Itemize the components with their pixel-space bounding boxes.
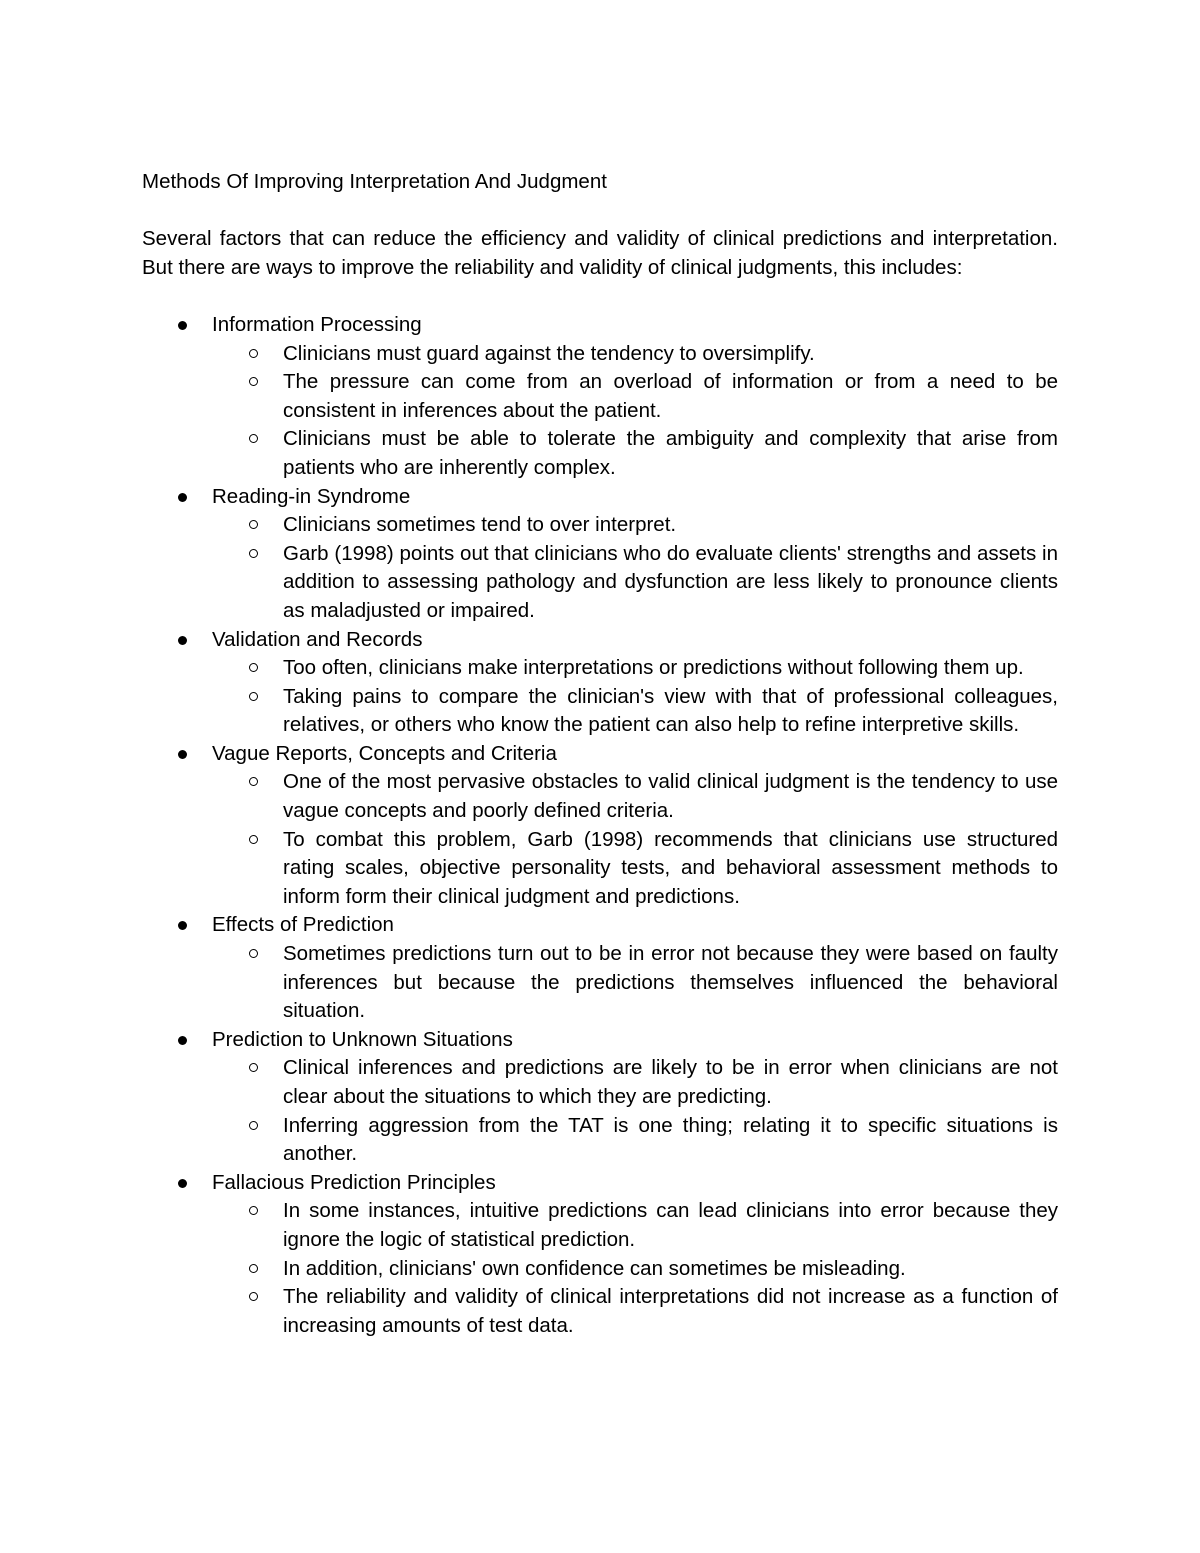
point-text: Clinicians must be able to tolerate the ambiguity and complexity that arise from patients who are inherently complex.	[283, 427, 1058, 479]
bullet-disc-icon	[178, 1179, 187, 1188]
point-item	[283, 540, 1058, 626]
point-list	[212, 940, 1058, 1026]
point-text: In some instances, intuitive predictions can lead clinicians into error because they ignore the logic of statistical prediction.	[283, 1199, 1058, 1251]
point-item	[283, 511, 1058, 540]
bullet-circle-icon	[249, 1206, 258, 1215]
point-text: Clinicians sometimes tend to over interpret.	[283, 513, 677, 537]
bullet-circle-icon	[249, 1063, 258, 1072]
topic-heading: Information Processing	[212, 312, 422, 336]
point-item	[283, 826, 1058, 912]
topic-heading: Reading-in Syndrome	[212, 484, 411, 508]
topic-heading: Fallacious Prediction Principles	[212, 1170, 496, 1194]
point-list	[212, 768, 1058, 911]
bullet-circle-icon	[249, 377, 258, 386]
point-list	[212, 654, 1058, 740]
point-item	[283, 1255, 1058, 1284]
bullet-circle-icon	[249, 692, 258, 701]
point-text: The pressure can come from an overload of information or from a need to be consistent in inferences about the patient.	[283, 370, 1058, 422]
point-text: Garb (1998) points out that clinicians who do evaluate clients' strengths and assets in addition to assessing pathology and dysfunction are less likely to pronounce clients as maladjusted or impaired.	[283, 541, 1058, 622]
bullet-circle-icon	[249, 949, 258, 958]
point-text: The reliability and validity of clinical interpretations did not increase as a function of increasing amounts of test data.	[283, 1285, 1058, 1337]
point-item	[283, 340, 1058, 369]
point-text: Clinicians must guard against the tendency to oversimplify.	[283, 341, 815, 365]
point-list	[212, 1197, 1058, 1340]
point-list	[212, 340, 1058, 483]
topic-heading: Effects of Prediction	[212, 913, 394, 937]
bullet-circle-icon	[249, 434, 258, 443]
topic-list	[142, 311, 1058, 1340]
bullet-circle-icon	[249, 835, 258, 844]
point-text: In addition, clinicians' own confidence can sometimes be misleading.	[283, 1256, 906, 1280]
point-item	[283, 1112, 1058, 1169]
bullet-circle-icon	[249, 777, 258, 786]
bullet-circle-icon	[249, 549, 258, 558]
point-item	[283, 654, 1058, 683]
bullet-circle-icon	[249, 1264, 258, 1273]
topic-heading: Validation and Records	[212, 627, 423, 651]
topic-item	[212, 311, 1058, 483]
point-list	[212, 511, 1058, 625]
bullet-circle-icon	[249, 520, 258, 529]
point-text: Sometimes predictions turn out to be in error not because they were based on faulty inferences but because the predictions themselves influenced the behavioral situation.	[283, 942, 1058, 1023]
bullet-circle-icon	[249, 349, 258, 358]
bullet-disc-icon	[178, 921, 187, 930]
point-item	[283, 1054, 1058, 1111]
topic-item	[212, 911, 1058, 1025]
bullet-disc-icon	[178, 493, 187, 502]
topic-item	[212, 1026, 1058, 1169]
topic-item	[212, 626, 1058, 740]
document-title: Methods Of Improving Interpretation And Judgment	[142, 170, 607, 193]
topic-item	[212, 1169, 1058, 1341]
bullet-circle-icon	[249, 663, 258, 672]
point-text: Taking pains to compare the clinician's view with that of professional colleagues, relatives, or others who know the patient can also help to refine interpretive skills.	[283, 684, 1058, 737]
bullet-circle-icon	[249, 1292, 258, 1301]
point-text: One of the most pervasive obstacles to valid clinical judgment is the tendency to use vague concepts and poorly defined criteria.	[283, 770, 1058, 823]
point-item	[283, 1283, 1058, 1340]
point-item	[283, 683, 1058, 740]
point-item	[283, 940, 1058, 1026]
point-text: Clinical inferences and predictions are likely to be in error when clinicians are not clear about the situations to which they are predicting.	[283, 1056, 1058, 1108]
bullet-circle-icon	[249, 1121, 258, 1130]
point-text: To combat this problem, Garb (1998) recommends that clinicians use structured rating scales, objective personality tests, and behavioral assessment methods to inform form their clinical judgment and predictions.	[283, 827, 1058, 908]
topic-heading: Vague Reports, Concepts and Criteria	[212, 741, 557, 765]
point-item	[283, 368, 1058, 425]
document-page	[142, 168, 1058, 1340]
spacer	[142, 197, 1058, 226]
topic-heading: Prediction to Unknown Situations	[212, 1027, 513, 1051]
topic-item	[212, 740, 1058, 912]
point-list	[212, 1054, 1058, 1168]
topic-item	[212, 483, 1058, 626]
point-item	[283, 768, 1058, 825]
intro-paragraph: Several factors that can reduce the efficiency and validity of clinical predictions and interpretation. But there are ways to improve the reliability and validity of clinical judgments, this includes:	[142, 227, 1058, 279]
bullet-disc-icon	[178, 1036, 187, 1045]
bullet-disc-icon	[178, 750, 187, 759]
point-item	[283, 1197, 1058, 1254]
bullet-disc-icon	[178, 636, 187, 645]
point-text: Too often, clinicians make interpretations or predictions without following them up.	[283, 656, 1024, 680]
point-item	[283, 425, 1058, 482]
bullet-disc-icon	[178, 321, 187, 330]
point-text: Inferring aggression from the TAT is one thing; relating it to specific situations is another.	[283, 1113, 1058, 1166]
